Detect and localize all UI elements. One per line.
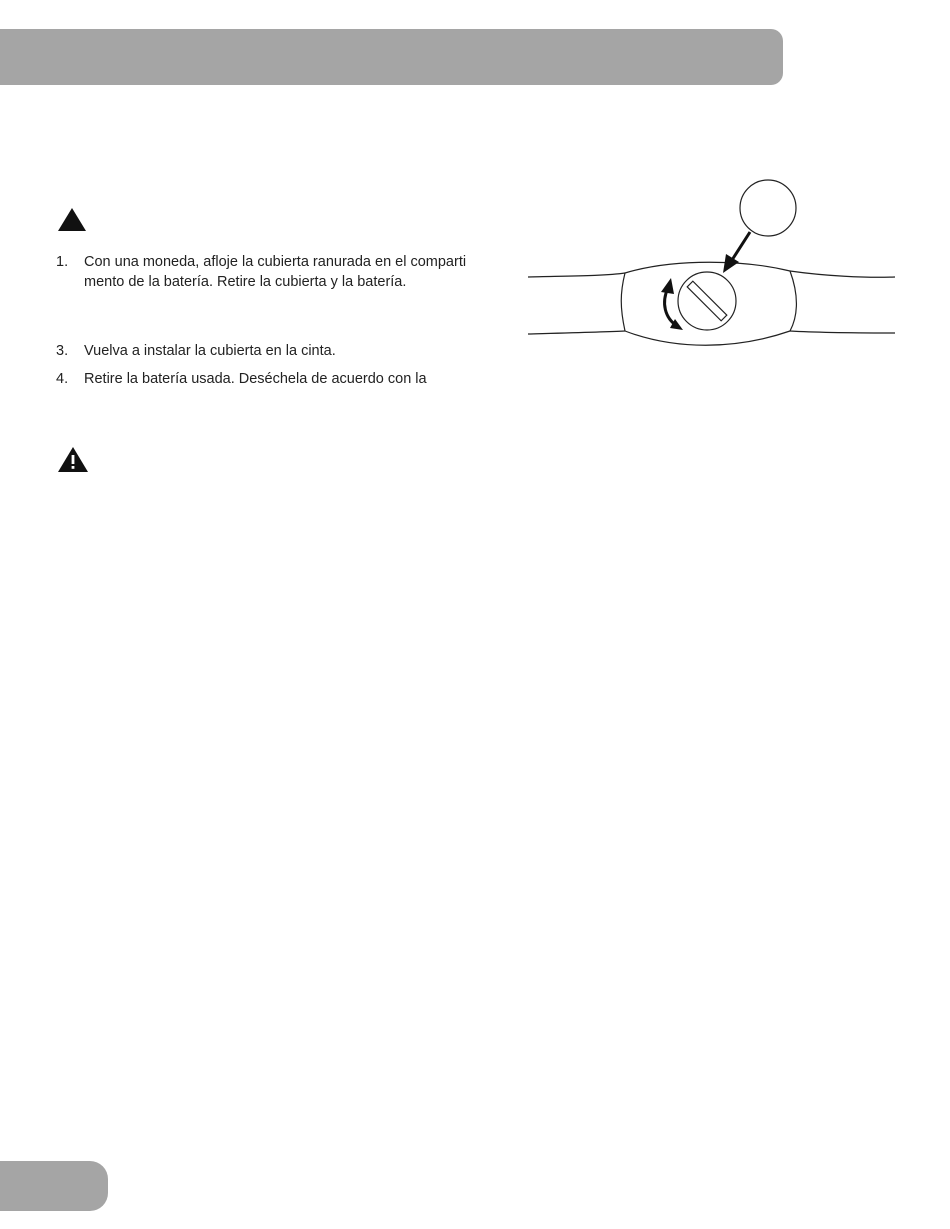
step-number: 1.: [56, 254, 69, 270]
chest-strap-illustration: [525, 178, 900, 353]
step-number: 3.: [56, 343, 69, 359]
strap-right-top: [790, 271, 895, 277]
warning-exclamation-icon: [57, 446, 89, 473]
step-3: [56, 341, 506, 363]
callout-circle: [740, 180, 796, 236]
step-1: [56, 252, 506, 294]
pointer-arrow-line: [732, 232, 750, 260]
step-text: Vuelva a instalar la cubierta en la cinta.: [84, 343, 336, 359]
page-footer-tab: [0, 1161, 108, 1211]
warning-triangle-icon: [57, 207, 87, 232]
step-number: 4.: [56, 371, 69, 387]
header-bar: [0, 29, 783, 85]
step-4: [56, 369, 506, 391]
step-text: Con una moneda, afloje la cubierta ranurada en el comparti mento de la batería. Retire la cubierta y la batería.: [84, 254, 467, 290]
strap-right-bottom: [790, 331, 895, 333]
strap-left-top: [528, 273, 625, 277]
strap-left-bottom: [528, 331, 625, 334]
step-text: Retire la batería usada. Deséchela de acuerdo con la: [84, 371, 427, 387]
